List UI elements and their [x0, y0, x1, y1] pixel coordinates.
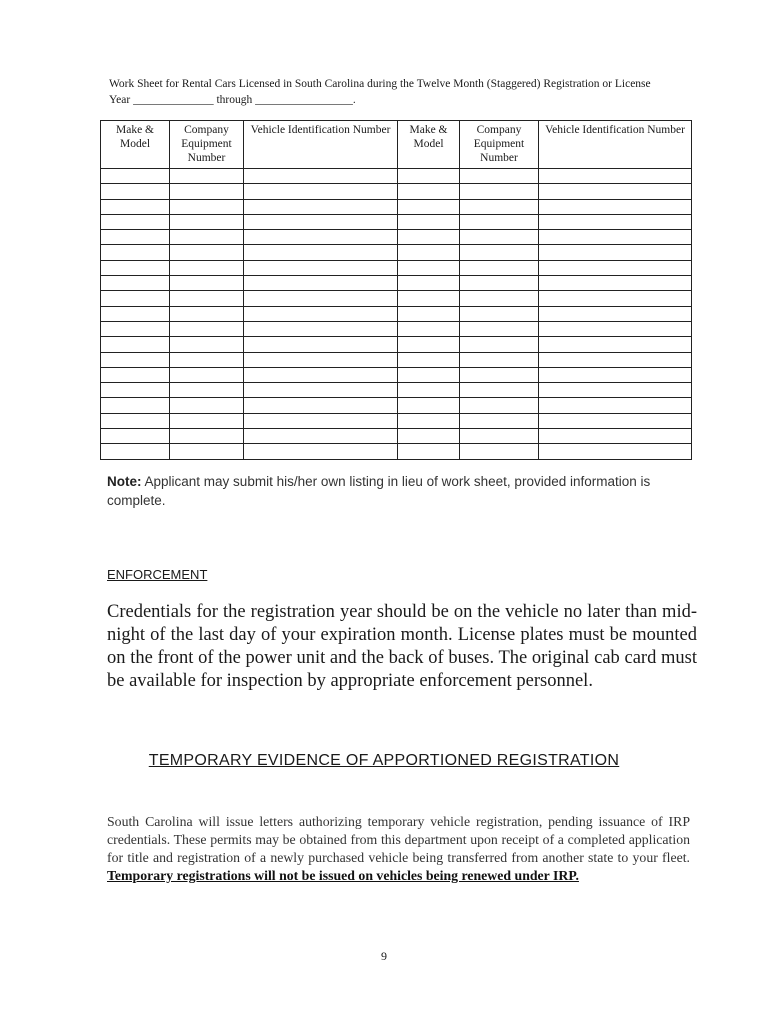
worksheet-cell[interactable]: [460, 398, 539, 413]
worksheet-cell[interactable]: [101, 429, 170, 444]
worksheet-cell[interactable]: [244, 276, 398, 291]
worksheet-cell[interactable]: [539, 276, 692, 291]
worksheet-cell[interactable]: [398, 306, 460, 321]
worksheet-cell[interactable]: [539, 367, 692, 382]
worksheet-cell[interactable]: [101, 291, 170, 306]
worksheet-cell[interactable]: [398, 383, 460, 398]
worksheet-cell[interactable]: [244, 184, 398, 199]
worksheet-row: [101, 230, 692, 245]
worksheet-cell[interactable]: [539, 199, 692, 214]
worksheet-cell[interactable]: [170, 444, 244, 459]
worksheet-cell[interactable]: [244, 230, 398, 245]
worksheet-cell[interactable]: [460, 306, 539, 321]
worksheet-row: [101, 291, 692, 306]
worksheet-cell[interactable]: [398, 245, 460, 260]
worksheet-cell[interactable]: [539, 260, 692, 275]
worksheet-cell[interactable]: [244, 245, 398, 260]
col-header-equipment-number: Company Equipment Number: [170, 121, 244, 169]
worksheet-cell[interactable]: [539, 398, 692, 413]
worksheet-cell[interactable]: [398, 291, 460, 306]
worksheet-cell[interactable]: [539, 352, 692, 367]
col-header-equipment-number-2: Company Equipment Number: [460, 121, 539, 169]
worksheet-cell[interactable]: [170, 383, 244, 398]
worksheet-cell[interactable]: [460, 413, 539, 428]
temporary-heading-text: TEMPORARY EVIDENCE OF APPORTIONED REGISTRATION: [148, 752, 620, 769]
worksheet-cell[interactable]: [244, 398, 398, 413]
worksheet-cell[interactable]: [244, 444, 398, 459]
worksheet-cell[interactable]: [101, 199, 170, 214]
note-text: Applicant may submit his/her own listing in lieu of work sheet, provided information is complete.: [107, 474, 651, 508]
worksheet-cell[interactable]: [398, 230, 460, 245]
worksheet-row: [101, 321, 692, 336]
worksheet-cell[interactable]: [101, 306, 170, 321]
enforcement-heading: ENFORCEMENT: [107, 567, 208, 582]
worksheet-cell[interactable]: [101, 413, 170, 428]
temporary-body-text: South Carolina will issue letters authorizing temporary vehicle registration, pending issuance of IRP credentials. These permits may be obtained from this department upon receipt of a completed application for title and registration of a newly purchased vehicle being transferred from another state to your fleet.: [107, 814, 690, 865]
worksheet-cell[interactable]: [101, 184, 170, 199]
worksheet-cell[interactable]: [244, 214, 398, 229]
worksheet-cell[interactable]: [170, 398, 244, 413]
worksheet-cell[interactable]: [244, 413, 398, 428]
worksheet-cell[interactable]: [170, 321, 244, 336]
worksheet-cell[interactable]: [170, 276, 244, 291]
worksheet-row: [101, 184, 692, 199]
col-header-make-model-2: Make & Model: [398, 121, 460, 169]
worksheet-cell[interactable]: [101, 383, 170, 398]
note-paragraph: [107, 472, 687, 510]
worksheet-cell[interactable]: [398, 260, 460, 275]
worksheet-cell[interactable]: [170, 184, 244, 199]
worksheet-cell[interactable]: [539, 169, 692, 184]
worksheet-cell[interactable]: [170, 337, 244, 352]
worksheet-row: [101, 383, 692, 398]
worksheet-cell[interactable]: [244, 291, 398, 306]
worksheet-cell[interactable]: [170, 291, 244, 306]
worksheet-cell[interactable]: [539, 383, 692, 398]
worksheet-row: [101, 306, 692, 321]
worksheet-cell[interactable]: [170, 367, 244, 382]
worksheet-cell[interactable]: [539, 321, 692, 336]
page-number: 9: [381, 949, 387, 963]
worksheet-cell[interactable]: [244, 260, 398, 275]
worksheet-cell[interactable]: [460, 184, 539, 199]
worksheet-cell[interactable]: [101, 169, 170, 184]
temporary-heading: [0, 752, 768, 770]
worksheet-cell[interactable]: [398, 169, 460, 184]
worksheet-cell[interactable]: [460, 276, 539, 291]
worksheet-cell[interactable]: [244, 199, 398, 214]
worksheet-cell[interactable]: [398, 413, 460, 428]
worksheet-cell[interactable]: [539, 429, 692, 444]
worksheet-row: [101, 199, 692, 214]
worksheet-cell[interactable]: [539, 337, 692, 352]
worksheet-cell[interactable]: [398, 352, 460, 367]
worksheet-cell[interactable]: [460, 245, 539, 260]
worksheet-cell[interactable]: [244, 306, 398, 321]
worksheet-cell[interactable]: [460, 260, 539, 275]
worksheet-cell[interactable]: [539, 184, 692, 199]
worksheet-cell[interactable]: [460, 444, 539, 459]
worksheet-cell[interactable]: [398, 321, 460, 336]
worksheet-cell[interactable]: [170, 214, 244, 229]
worksheet-row: [101, 429, 692, 444]
worksheet-cell[interactable]: [460, 214, 539, 229]
worksheet-cell[interactable]: [539, 291, 692, 306]
worksheet-row: [101, 245, 692, 260]
worksheet-cell[interactable]: [170, 260, 244, 275]
note-label: Note:: [107, 474, 142, 489]
worksheet-cell[interactable]: [244, 429, 398, 444]
worksheet-cell[interactable]: [170, 230, 244, 245]
worksheet-row: [101, 169, 692, 184]
worksheet-cell[interactable]: [101, 367, 170, 382]
worksheet-cell[interactable]: [460, 352, 539, 367]
worksheet-cell[interactable]: [539, 444, 692, 459]
worksheet-cell[interactable]: [101, 398, 170, 413]
worksheet-cell[interactable]: [244, 383, 398, 398]
col-header-vin: Vehicle Identification Number: [244, 121, 398, 169]
worksheet-cell[interactable]: [539, 306, 692, 321]
worksheet-cell[interactable]: [398, 429, 460, 444]
worksheet-title: Work Sheet for Rental Cars Licensed in South Carolina during the Twelve Month (Staggered) Registration or License Year ______________ through _________________.: [109, 78, 651, 106]
worksheet-cell[interactable]: [101, 214, 170, 229]
worksheet-cell[interactable]: [460, 367, 539, 382]
worksheet-cell[interactable]: [170, 352, 244, 367]
worksheet-cell[interactable]: [398, 367, 460, 382]
temporary-bold-text: Temporary registrations will not be issued on vehicles being renewed under IRP.: [107, 868, 579, 883]
col-header-make-model: Make & Model: [101, 121, 170, 169]
worksheet-cell[interactable]: [101, 245, 170, 260]
worksheet-cell[interactable]: [170, 413, 244, 428]
worksheet-row: [101, 337, 692, 352]
worksheet-row: [101, 398, 692, 413]
worksheet-cell[interactable]: [170, 245, 244, 260]
worksheet-cell[interactable]: [244, 367, 398, 382]
worksheet-cell[interactable]: [170, 169, 244, 184]
temporary-body: [107, 813, 690, 885]
worksheet-cell[interactable]: [244, 352, 398, 367]
worksheet-cell[interactable]: [101, 337, 170, 352]
worksheet-cell[interactable]: [398, 214, 460, 229]
worksheet-row: [101, 413, 692, 428]
worksheet-header-row: [101, 121, 692, 169]
worksheet-row: [101, 260, 692, 275]
worksheet-cell[interactable]: [398, 184, 460, 199]
worksheet-cell[interactable]: [539, 413, 692, 428]
worksheet-cell[interactable]: [460, 383, 539, 398]
worksheet-row: [101, 276, 692, 291]
worksheet-row: [101, 352, 692, 367]
worksheet-cell[interactable]: [460, 199, 539, 214]
enforcement-body: Credentials for the registration year should be on the vehicle no later than mid-night of the last day of your expiration month. License plates must be mounted on the front of the power unit and the back of buses. The original cab card must be available for inspection by appropriate enforcement personnel.: [107, 602, 697, 691]
worksheet-cell[interactable]: [101, 260, 170, 275]
worksheet-cell[interactable]: [398, 199, 460, 214]
worksheet-cell[interactable]: [398, 276, 460, 291]
worksheet-cell[interactable]: [539, 214, 692, 229]
worksheet-row: [101, 214, 692, 229]
worksheet-cell[interactable]: [398, 398, 460, 413]
worksheet-cell[interactable]: [460, 337, 539, 352]
worksheet-cell[interactable]: [244, 337, 398, 352]
worksheet-cell[interactable]: [244, 321, 398, 336]
worksheet-cell[interactable]: [101, 321, 170, 336]
worksheet-cell[interactable]: [460, 230, 539, 245]
worksheet-cell[interactable]: [101, 230, 170, 245]
worksheet-cell[interactable]: [101, 444, 170, 459]
worksheet-cell[interactable]: [170, 199, 244, 214]
worksheet-row: [101, 367, 692, 382]
worksheet-table: [100, 120, 692, 460]
worksheet-cell[interactable]: [170, 429, 244, 444]
worksheet-cell[interactable]: [539, 230, 692, 245]
worksheet-body: [101, 169, 692, 460]
worksheet-cell[interactable]: [460, 429, 539, 444]
worksheet-cell[interactable]: [101, 352, 170, 367]
worksheet-cell[interactable]: [460, 291, 539, 306]
col-header-vin-2: Vehicle Identification Number: [539, 121, 692, 169]
worksheet-cell[interactable]: [539, 245, 692, 260]
worksheet-cell[interactable]: [398, 444, 460, 459]
worksheet-cell[interactable]: [170, 306, 244, 321]
worksheet-cell[interactable]: [244, 169, 398, 184]
worksheet-cell[interactable]: [460, 321, 539, 336]
worksheet-cell[interactable]: [398, 337, 460, 352]
worksheet-cell[interactable]: [460, 169, 539, 184]
worksheet-row: [101, 444, 692, 459]
worksheet-cell[interactable]: [101, 276, 170, 291]
